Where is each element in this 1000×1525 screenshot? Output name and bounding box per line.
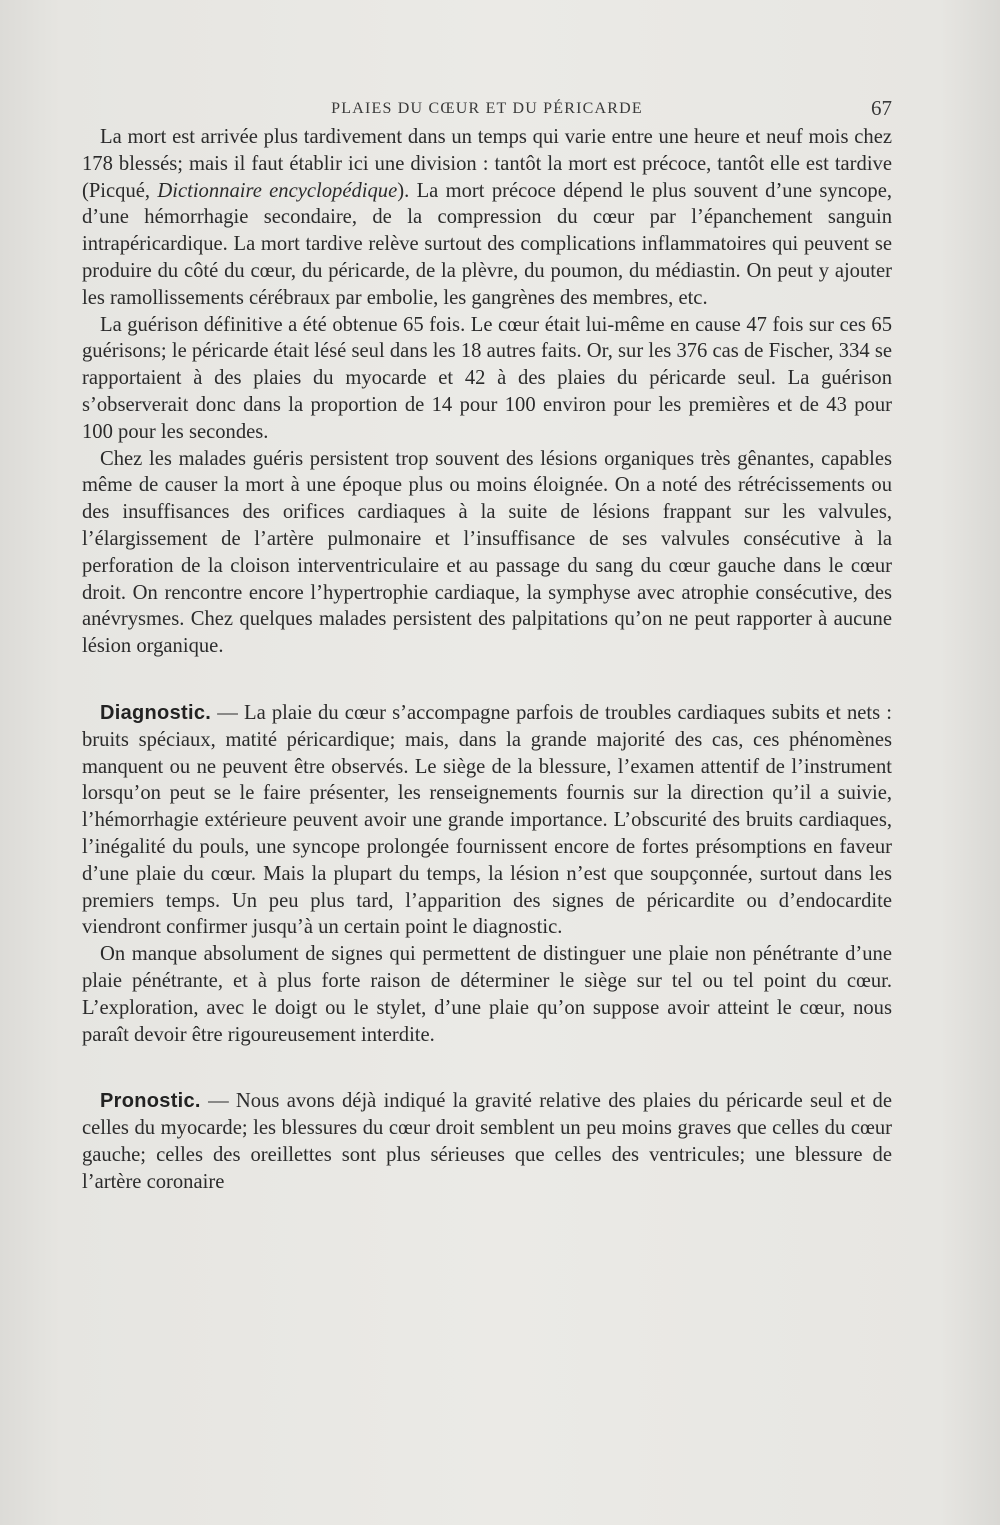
section-diagnostic	[82, 700, 892, 1048]
running-title: PLAIES DU CŒUR ET DU PÉRICARDE	[331, 100, 643, 117]
pronostic-text-1: — Nous avons déjà indiqué la gravité relative des plaies du péricarde seul et de celles du myocarde; les blessures du cœur droit semblent un peu moins graves que celles du cœur gauche; celles des oreillettes sont plus sérieuses que celles des ventricules; une blessure de l’artère coronaire	[82, 1090, 892, 1193]
paragraph-lesions: Chez les malades guéris persistent trop souvent des lésions organiques très gênantes, capables même de causer la mort à une époque plus ou moins éloignée. On a noté des rétrécissements ou des insuffisances des orifices cardiaques à la suite de lésions frappant sur les valvules, l’élargissement de l’artère pulmonaire et l’insuffisance de ses valvules consécutive à la perforation de la cloison interventriculaire et au passage du sang du cœur gauche dans le cœur droit. On rencontre encore l’hypertrophie cardiaque, la symphyse avec atrophie consécutive, des anévrysmes. Chez quelques malades persistent des palpitations qu’on ne peut rapporter à aucune lésion organique.	[82, 447, 892, 658]
diagnostic-paragraph-1	[82, 700, 892, 941]
diagnostic-heading: Diagnostic.	[100, 701, 212, 724]
diagnostic-paragraph-2: On manque absolument de signes qui permettent de distinguer une plaie non pénétrante d’une plaie pénétrante, et à plus forte raison de déterminer le siège sur tel ou tel point du cœur. L’exploration, avec le doigt ou le stylet, d’une plaie qu’on suppose avoir atteint le cœur, nous paraît devoir être rigoureusement interdite.	[82, 943, 892, 1046]
paragraph-mort-text-1: La mort est arrivée plus tardivement dans un temps qui varie entre une heure et neuf mois chez 178 blessés; mais il faut établir ici une division : tantôt la mort est précoce, tantôt elle est tardive (Picqué,	[82, 126, 892, 202]
section-pronostic	[82, 1088, 892, 1195]
pronostic-heading: Pronostic.	[100, 1090, 201, 1113]
paragraph-mort	[82, 124, 892, 312]
section-spacer	[82, 660, 892, 700]
section-spacer	[82, 1048, 892, 1088]
page-body	[82, 124, 892, 1195]
pronostic-paragraph-1	[82, 1088, 892, 1195]
page-header	[82, 96, 892, 124]
paragraph-mort-text-2: ). La mort précoce dépend le plus souvent d’une syncope, d’une hémorrhagie secondaire, de la compression du cœur par l’épanchement sanguin intrapéricardique. La mort tardive relève surtout des complications inflammatoires qui peuvent se produire du côté du cœur, du péricarde, de la plèvre, du poumon, du médiastin. On peut y ajouter les ramollissements cérébraux par embolie, les gangrènes des membres, etc.	[82, 179, 892, 309]
paragraph-guerison: La guérison définitive a été obtenue 65 fois. Le cœur était lui-même en cause 47 fois sur ces 65 guérisons; le péricarde était lésé seul dans les 18 autres faits. Or, sur les 376 cas de Fischer, 334 se rapportaient à des plaies du myocarde et 42 à des plaies du péricarde seul. La guérison s’observerait donc dans la proportion de 14 pour 100 environ pour les premières et de 43 pour 100 pour les secondes.	[82, 313, 892, 443]
paragraph-mort-citation: Dictionnaire encyclopédique	[157, 179, 398, 202]
diagnostic-text-1: — La plaie du cœur s’accompagne parfois de troubles cardiaques subits et nets : bruits spéciaux, matité péricardique; mais, dans la grande majorité des cas, ces phénomènes manquent ou ne peuvent être observés. Le siège de la blessure, l’examen attentif de l’instrument lorsqu’on peut se le faire présenter, les renseignements fournis sur la direction qu’il a suivie, l’hémorrhagie extérieure peuvent avoir une grande importance. L’obscurité des bruits cardiaques, l’inégalité du pouls, une syncope prolongée fournissent encore de fortes présomptions en faveur d’une plaie du cœur. Mais la plupart du temps, la lésion n’est que soupçonnée, surtout dans les premiers temps. Un peu plus tard, l’apparition des signes de péricardite ou d’endocardite viendront confirmer jusqu’à un certain point le diagnostic.	[82, 701, 892, 939]
page-number: 67	[871, 96, 892, 120]
